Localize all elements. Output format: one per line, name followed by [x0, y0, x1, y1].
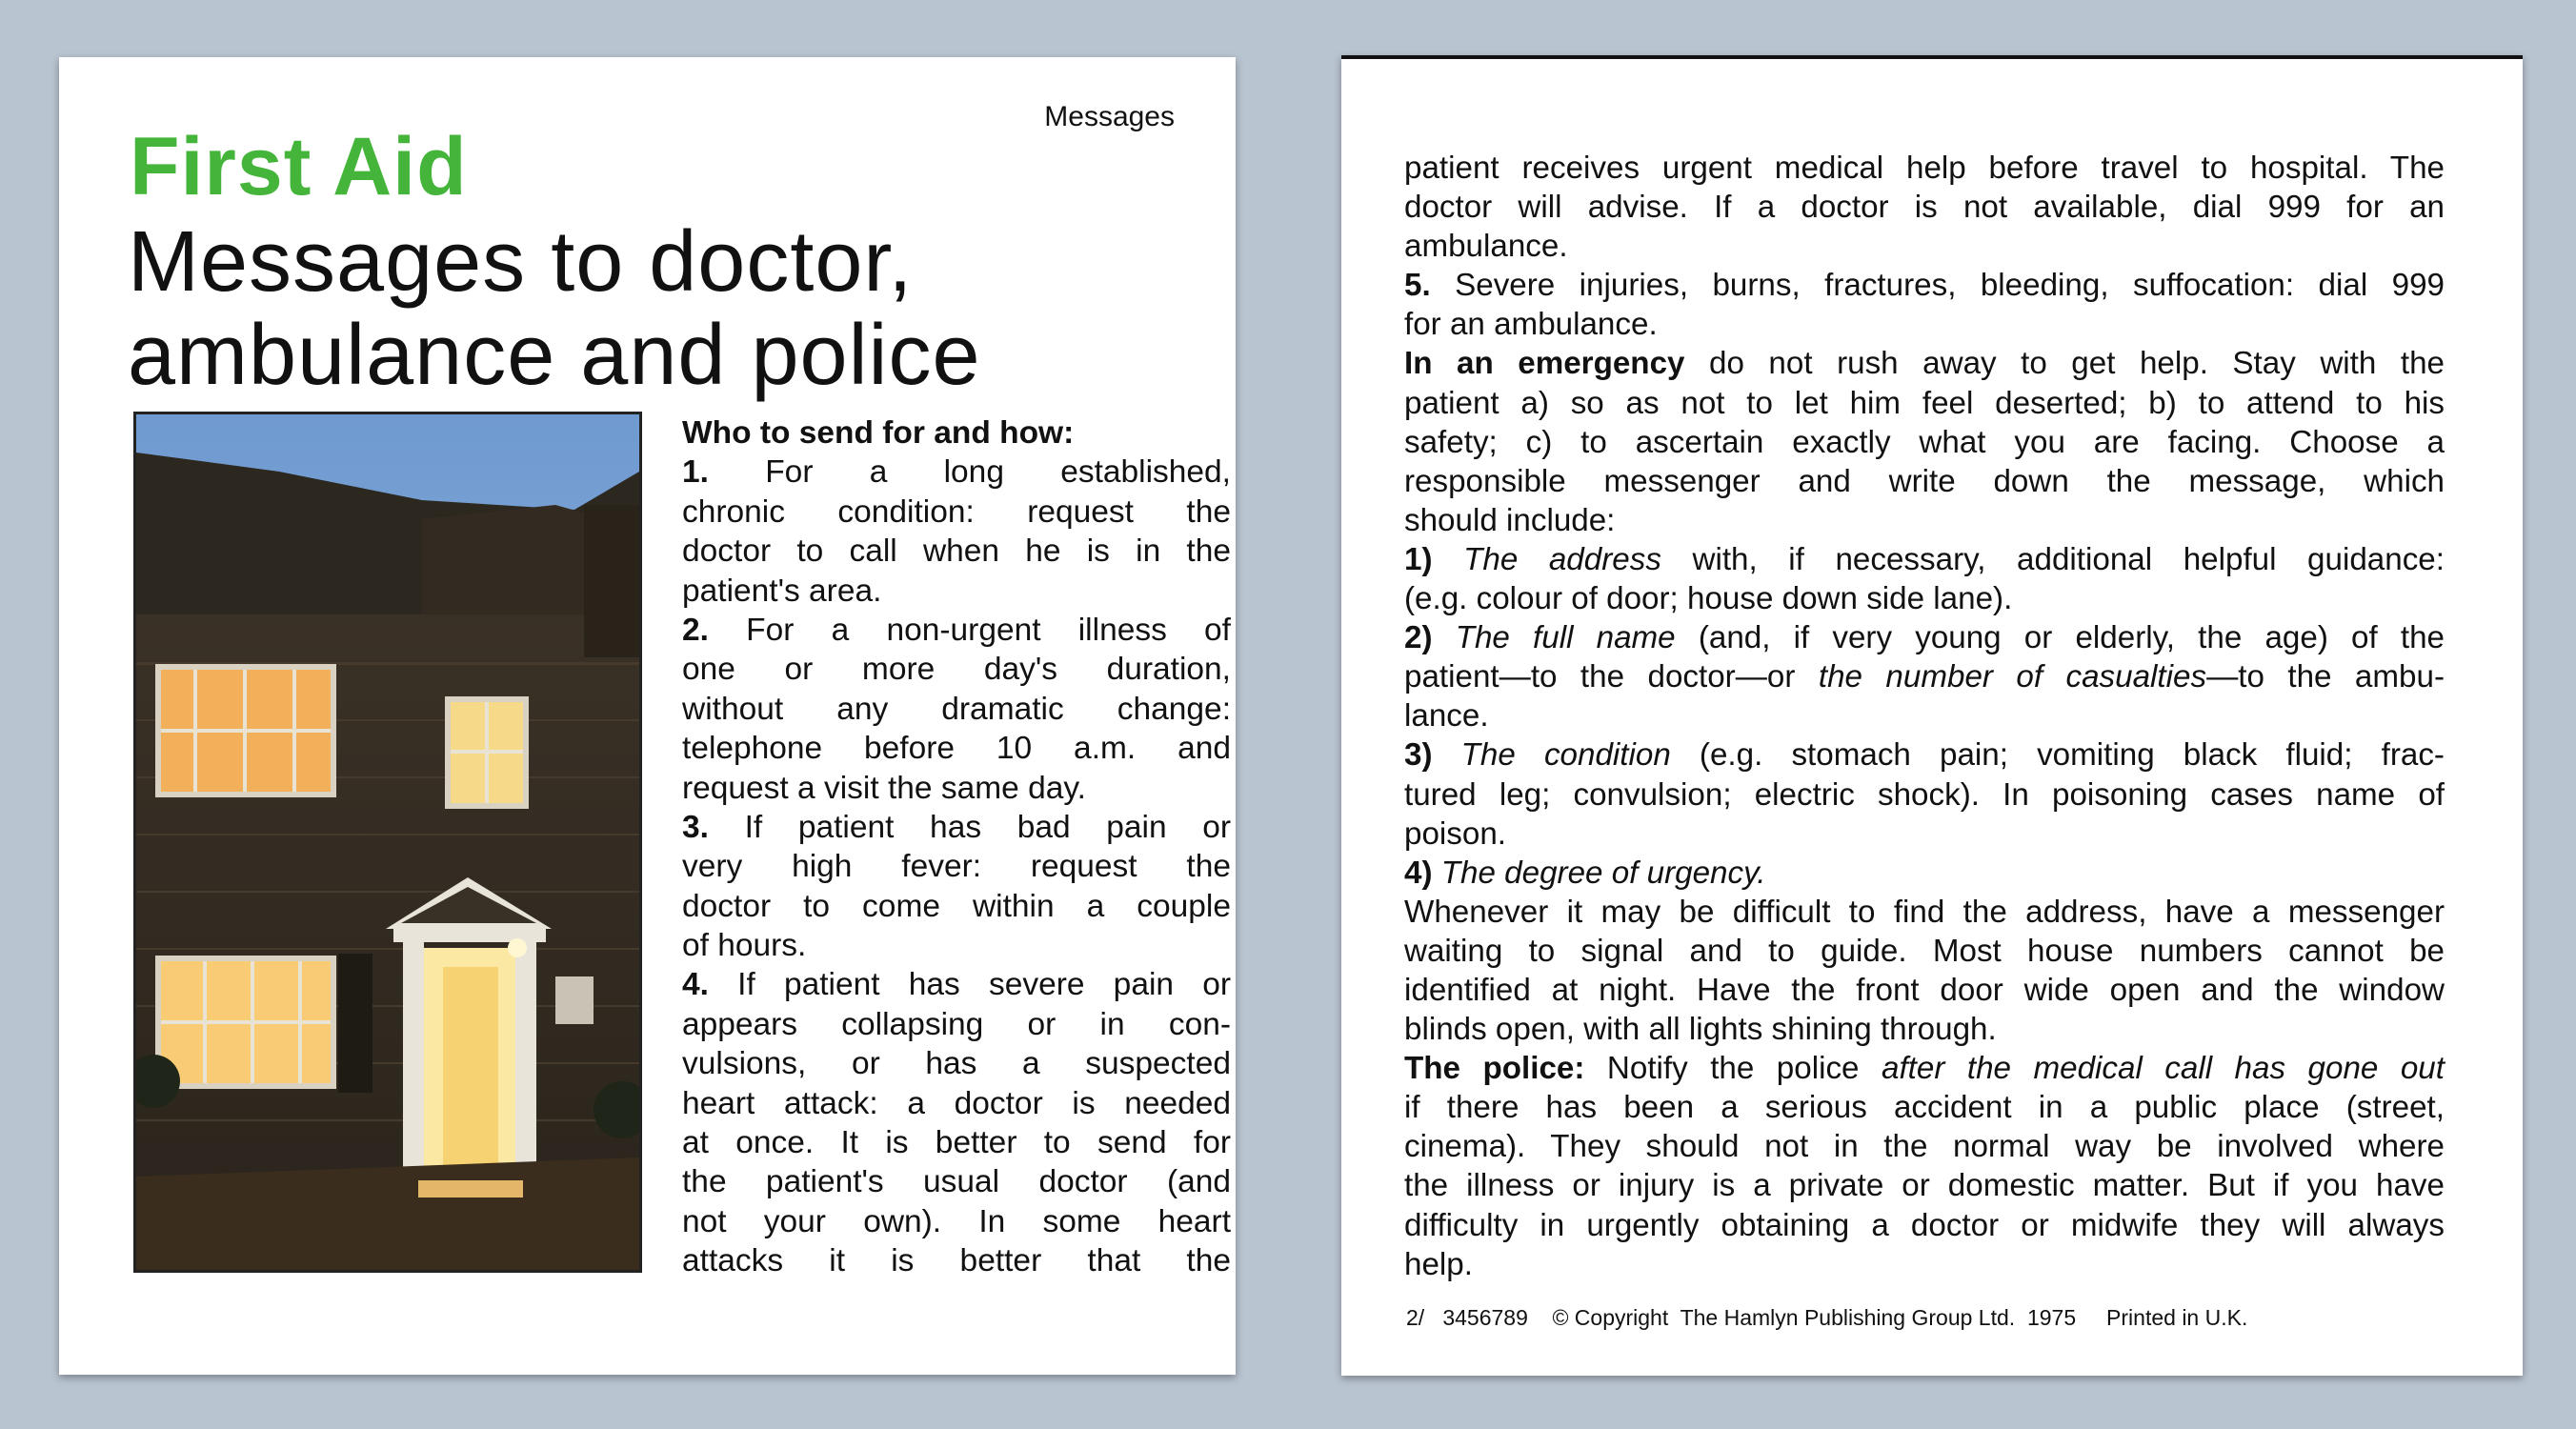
text-line: heart attack: a doctor is needed: [682, 1085, 1231, 1121]
text-line: doctor to call when he is in the: [682, 533, 1231, 570]
text-line: The police: Notify the police after the medical call has gone out: [1404, 1051, 2445, 1087]
text-line: appears collapsing or in con-: [682, 1006, 1231, 1042]
left-body-text: [682, 413, 1231, 1281]
text-line: telephone before 10 a.m. and: [682, 731, 1231, 767]
text-line: difficulty in urgently obtaining a doctor or midwife they will always: [1404, 1207, 2445, 1243]
card-title-line-1: Messages to doctor,: [128, 214, 914, 310]
text-line: In an emergency do not rush away to get help. Stay with the: [1404, 346, 2445, 382]
text-line: doctor to come within a couple: [682, 888, 1231, 924]
text-line: the patient's usual doctor (and: [682, 1164, 1231, 1200]
text-line: responsible messenger and write down the message, which: [1404, 463, 2445, 499]
text-line: the illness or injury is a private or domestic matter. But if you have: [1404, 1168, 2445, 1204]
text-line: doctor will advise. If a doctor is not available, dial 999 for an: [1404, 190, 2445, 226]
text-line: 2. For a non-urgent illness of: [682, 612, 1231, 648]
series-title: First Aid: [130, 121, 468, 212]
text-line: patient receives urgent medical help before travel to hospital. The: [1404, 151, 2445, 186]
text-line: patient's area.: [682, 573, 882, 609]
text-line: 4) The degree of urgency.: [1404, 855, 1766, 891]
text-line: chronic condition: request the: [682, 493, 1231, 530]
right-card: [1341, 55, 2523, 1376]
text-line: very high fever: request the: [682, 849, 1231, 885]
text-line: ambulance.: [1404, 229, 1568, 265]
copyright-footer: 2/ 3456789 © Copyright The Hamlyn Publishing Group Ltd. 1975 Printed in U.K.: [1406, 1305, 2248, 1330]
text-line: at once. It is better to send for: [682, 1125, 1231, 1161]
left-card: [59, 57, 1236, 1375]
text-line: blinds open, with all lights shining through.: [1404, 1012, 1997, 1048]
text-line: should include:: [1404, 502, 1616, 538]
house-illustration: [133, 412, 642, 1273]
text-line: 1. For a long established,: [682, 454, 1231, 491]
text-line: one or more day's duration,: [682, 652, 1231, 688]
text-line: 1) The address with, if necessary, additional helpful guidance:: [1404, 541, 2445, 577]
text-line: 3) The condition (e.g. stomach pain; vomiting black fluid; frac-: [1404, 737, 2445, 774]
text-line: identified at night. Have the front door wide open and the window: [1404, 972, 2445, 1008]
text-line: patient a) so as not to let him feel deserted; b) to attend to his: [1404, 385, 2445, 421]
text-line: if there has been a serious accident in a public place (street,: [1404, 1090, 2445, 1126]
text-line: poison.: [1404, 815, 1507, 852]
text-line: 3. If patient has bad pain or: [682, 809, 1231, 845]
text-line: not your own). In some heart: [682, 1203, 1231, 1239]
text-line: 5. Severe injuries, burns, fractures, bleeding, suffocation: dial 999: [1404, 268, 2445, 304]
text-line: attacks it is better that the: [682, 1243, 1231, 1279]
text-line: 2) The full name (and, if very young or elderly, the age) of the: [1404, 620, 2445, 656]
text-line: lance.: [1404, 698, 1489, 735]
text-line: cinema). They should not in the normal way be involved where: [1404, 1129, 2445, 1165]
text-line: safety; c) to ascertain exactly what you are facing. Choose a: [1404, 424, 2445, 460]
text-line: tured leg; convulsion; electric shock). In poisoning cases name of: [1404, 776, 2445, 813]
text-line: waiting to signal and to guide. Most house numbers cannot be: [1404, 933, 2445, 969]
text-line: for an ambulance.: [1404, 307, 1658, 343]
text-line: 4. If patient has severe pain or: [682, 967, 1232, 1003]
right-body-text: [1404, 149, 2445, 1284]
text-line: of hours.: [682, 928, 807, 964]
card-title-line-2: ambulance and police: [128, 308, 981, 403]
text-line: help.: [1404, 1246, 1473, 1282]
category-tag: Messages: [1044, 101, 1175, 132]
how-heading: Who to send for and how:: [682, 415, 1075, 451]
text-line: without any dramatic change:: [682, 691, 1231, 727]
text-line: request a visit the same day.: [682, 770, 1086, 806]
text-line: (e.g. colour of door; house down side lane).: [1404, 581, 2013, 617]
text-line: patient—to the doctor—or the number of casualties—to the ambu-: [1404, 659, 2445, 695]
text-line: vulsions, or has a suspected: [682, 1046, 1231, 1082]
house-picture-icon: [136, 414, 639, 1270]
text-line: Whenever it may be difficult to find the address, have a messenger: [1404, 894, 2445, 930]
